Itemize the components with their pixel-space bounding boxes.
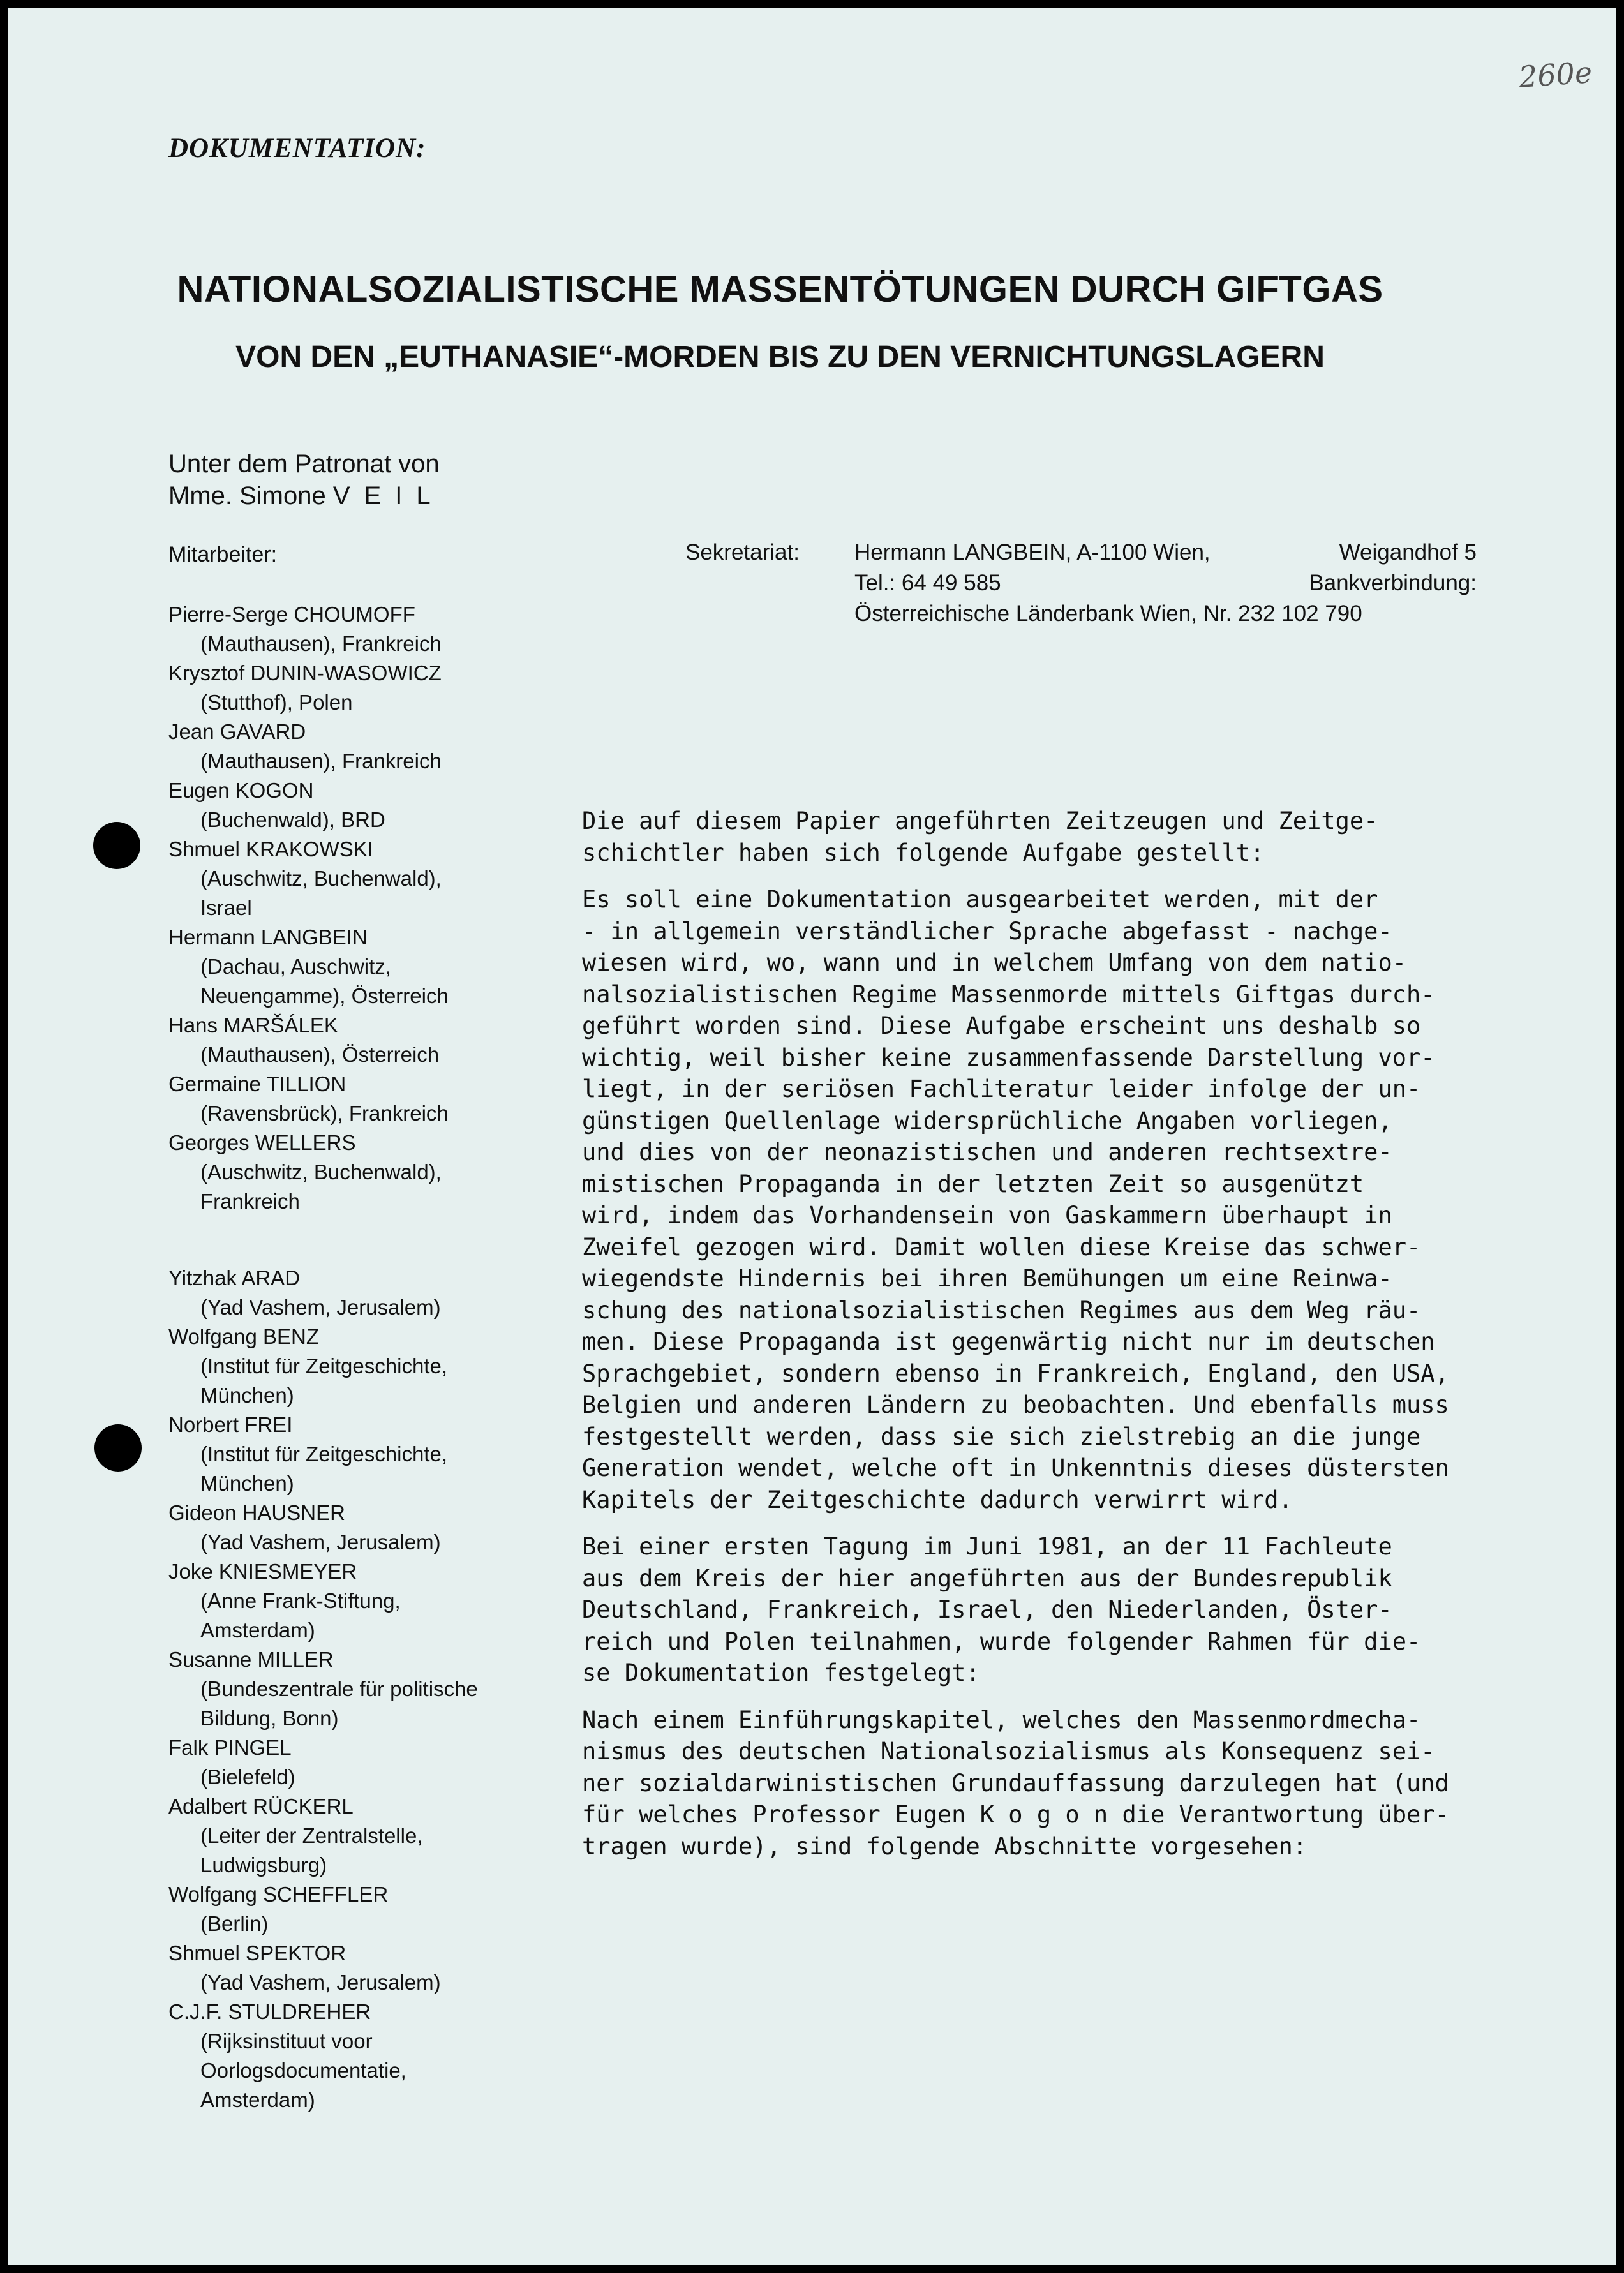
contributors-list-2: [168, 1263, 551, 2115]
contributor-affiliation: (Stutthof), Polen: [200, 690, 353, 714]
secretariat-phone: Tel.: 64 49 585: [854, 570, 1001, 595]
contributor-affiliation: (Yad Vashem, Jerusalem): [200, 1530, 441, 1554]
patronage-block: [168, 448, 445, 512]
contributor-entry: [168, 1557, 551, 1645]
contributor-name: Pierre-Serge CHOUMOFF: [168, 602, 415, 626]
punch-hole: [93, 822, 140, 869]
secretariat-spacer: [685, 568, 854, 599]
contributor-entry: [168, 1263, 551, 1322]
secretariat-address-b: Weigandhof 5: [1339, 540, 1477, 565]
paragraph-1: Die auf diesem Papier angeführten Zeitzeugen und Zeitge- schichtler haben sich folgende Aufgabe gestellt:: [582, 807, 1378, 867]
contributor-name: Adalbert RÜCKERL: [168, 1794, 354, 1818]
contributor-name: Hermann LANGBEIN: [168, 925, 368, 949]
contributor-name: Falk PINGEL: [168, 1736, 292, 1759]
document-subtitle: VON DEN „EUTHANASIE“-MORDEN BIS ZU DEN VERNICHTUNGSLAGERN: [235, 340, 1325, 374]
contributor-entry: [168, 1128, 551, 1216]
contributors-list-1: [168, 600, 551, 1216]
contributor-name: Susanne MILLER: [168, 1648, 334, 1671]
contributor-entry: [168, 1733, 551, 1792]
contributor-entry: [168, 776, 551, 835]
contributor-entry: [168, 1498, 551, 1557]
contributor-name: Wolfgang SCHEFFLER: [168, 1882, 389, 1906]
document-label: DOKUMENTATION:: [168, 133, 426, 163]
contributor-affiliation: (Mauthausen), Österreich: [200, 1043, 440, 1066]
contributor-entry: [168, 1410, 551, 1498]
patronage-line: Unter dem Patronat von: [168, 450, 440, 478]
archive-number: 260e: [1517, 55, 1593, 94]
secretariat-address-a: Hermann LANGBEIN, A-1100 Wien,: [854, 540, 1211, 565]
patron-surname: VEIL: [332, 482, 445, 510]
contributor-affiliation: (Mauthausen), Frankreich: [200, 749, 442, 773]
contributor-affiliation: (Auschwitz, Buchenwald), Frankreich: [200, 1160, 442, 1213]
contributor-entry: [168, 1322, 551, 1410]
contributor-entry: [168, 1645, 551, 1733]
contributor-entry: [168, 1069, 551, 1128]
contributor-name: Gideon HAUSNER: [168, 1501, 345, 1524]
secretariat-block: [685, 537, 1477, 629]
contributor-name: Germaine TILLION: [168, 1072, 346, 1096]
secretariat-row-1: [685, 537, 1477, 568]
contributor-name: Shmuel KRAKOWSKI: [168, 837, 373, 861]
contributor-name: Wolfgang BENZ: [168, 1325, 319, 1348]
contributor-entry: [168, 1011, 551, 1069]
contributor-affiliation: (Yad Vashem, Jerusalem): [200, 1295, 441, 1319]
contributor-name: Krysztof DUNIN-WASOWICZ: [168, 661, 442, 685]
contributor-affiliation: (Anne Frank-Stiftung, Amsterdam): [200, 1589, 401, 1642]
contributor-entry: [168, 1792, 551, 1880]
contributor-affiliation: (Auschwitz, Buchenwald), Israel: [200, 867, 442, 920]
contributor-affiliation: (Yad Vashem, Jerusalem): [200, 1971, 441, 1994]
contributor-entry: [168, 659, 551, 717]
contributor-entry: [168, 1880, 551, 1939]
contributor-affiliation: (Bielefeld): [200, 1765, 295, 1789]
secretariat-label: Sekretariat:: [685, 540, 800, 565]
paragraph-3: Bei einer ersten Tagung im Juni 1981, an der 11 Fachleute aus dem Kreis der hier angeführten aus der Bundesrepublik Deutschland, Frankreich, Israel, den Niederlanden, Öster- reich und Polen teilnahmen, wurde folgender Rahmen für die- se Dokumentation festgelegt:: [582, 1533, 1421, 1687]
secretariat-address: [854, 537, 1477, 568]
contributor-entry: [168, 717, 551, 776]
contributor-affiliation: (Dachau, Auschwitz, Neuengamme), Österreich: [200, 955, 449, 1008]
patron-prefix: Mme. Simone: [168, 482, 326, 510]
contributor-name: Yitzhak ARAD: [168, 1266, 301, 1290]
secretariat-row-3: [685, 599, 1477, 629]
contributor-affiliation: (Bundeszentrale für politische Bildung, Bonn): [200, 1677, 478, 1730]
body-text: [582, 805, 1526, 1877]
contributor-entry: [168, 923, 551, 1011]
secretariat-bank-account: Österreichische Länderbank Wien, Nr. 232 102 790: [854, 601, 1362, 626]
contributor-name: Joke KNIESMEYER: [168, 1560, 357, 1583]
punch-hole: [94, 1424, 142, 1472]
document-page: [8, 8, 1616, 2265]
secretariat-phone-bank: [854, 568, 1477, 599]
secretariat-row-2: [685, 568, 1477, 599]
contributors-heading: Mitarbeiter:: [168, 542, 278, 567]
contributor-entry: [168, 600, 551, 659]
secretariat-bank-label: Bankverbindung:: [1309, 570, 1477, 595]
contributor-affiliation: (Berlin): [200, 1912, 269, 1935]
document-title: NATIONALSOZIALISTISCHE MASSENTÖTUNGEN DURCH GIFTGAS: [177, 269, 1383, 310]
contributor-affiliation: (Institut für Zeitgeschichte, München): [200, 1354, 447, 1407]
paragraph-2: Es soll eine Dokumentation ausgearbeitet werden, mit der - in allgemein verständlicher Sprache abgefasst - nachge- wiesen wird, wo, wann und in welchem Umfang von dem natio- nalsozialistischen Regime Massenmorde mittels Giftgas durch- geführt worden sind. Diese Aufgabe erscheint uns deshalb so wichtig, weil bisher keine zusammenfassende Darstellung vor- liegt, in der seriösen Fachliteratur leider infolge der un- günstigen Quellenlage widersprüchliche Angaben vorliegen, und dies von der neonazistischen und anderen rechtsextre- mistischen Propaganda in der letzten Zeit so ausgenützt wird, indem das Vorhandensein von Gaskammern überhaupt in Zweifel gezogen wird. Damit wollen diese Kreise das schwer- wiegendste Hindernis bei ihren Bemühungen um eine Reinwa- schung des nationalsozialistischen Regimes aus dem Weg räu- men. Diese Propaganda ist gegenwärtig nicht nur im deutschen Sprachgebiet, sondern ebenso in Frankreich, England, den USA, Belgien und anderen Ländern zu beobachten. Und ebenfalls muss festgestellt werden, dass sie sich zielstrebig an die junge Generation wendet, welche oft in Unkenntnis dieses düstersten Kapitels der Zeitgeschichte dadurch verwirrt wird.: [582, 886, 1449, 1514]
contributor-name: Hans MARŠÁLEK: [168, 1013, 338, 1037]
contributor-name: Eugen KOGON: [168, 779, 314, 802]
contributor-name: Georges WELLERS: [168, 1131, 356, 1154]
contributor-affiliation: (Institut für Zeitgeschichte, München): [200, 1442, 447, 1495]
contributor-affiliation: (Buchenwald), BRD: [200, 808, 385, 831]
contributor-affiliation: (Rijksinstituut voor Oorlogsdocumentatie, Amsterdam): [200, 2029, 406, 2112]
contributor-name: Jean GAVARD: [168, 720, 306, 743]
contributor-name: Shmuel SPEKTOR: [168, 1941, 346, 1965]
contributor-affiliation: (Ravensbrück), Frankreich: [200, 1101, 449, 1125]
contributor-affiliation: (Leiter der Zentralstelle, Ludwigsburg): [200, 1824, 423, 1877]
secretariat-spacer: [685, 599, 854, 629]
contributor-name: C.J.F. STULDREHER: [168, 2000, 371, 2023]
paragraph-4: Nach einem Einführungskapitel, welches den Massenmordmecha- nismus des deutschen Nationalsozialismus als Konsequenz sei- ner sozialdarwinistischen Grundauffassung darzulegen hat (und für welches Professor Eugen K o g o n die Verantwortung über- tragen wurde), sind folgende Abschnitte vorgesehen:: [582, 1706, 1449, 1860]
patron-name-line: [168, 480, 445, 512]
contributor-entry: [168, 1939, 551, 1997]
contributor-entry: [168, 835, 551, 923]
contributor-affiliation: (Mauthausen), Frankreich: [200, 632, 442, 655]
contributor-entry: [168, 1997, 551, 2115]
contributor-name: Norbert FREI: [168, 1413, 293, 1436]
